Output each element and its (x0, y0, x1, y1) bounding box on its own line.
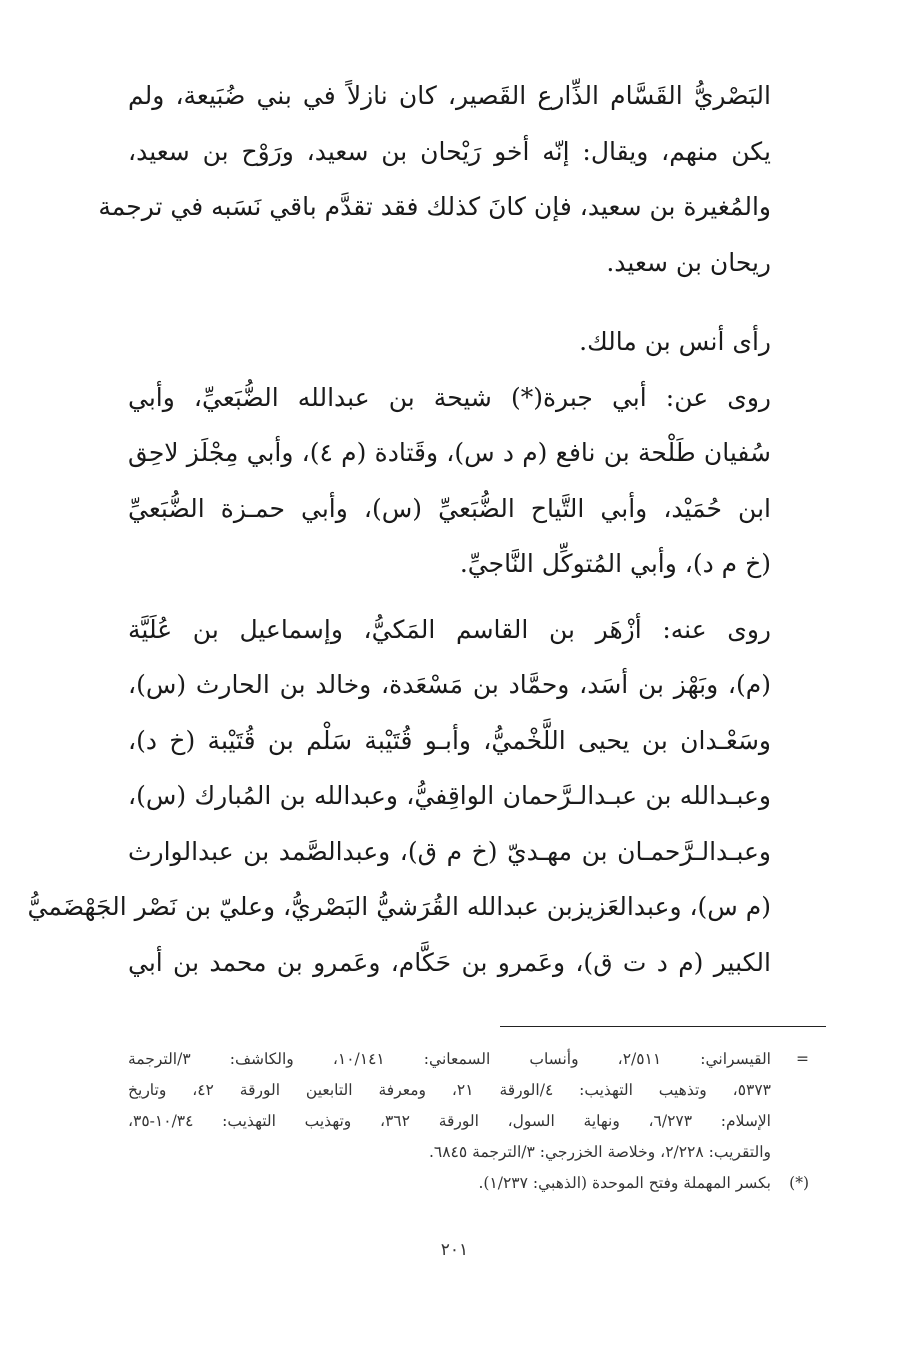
text-line: سُفيان طَلْحة بن نافع (م د س)، وقَتادة (م ٤)، وأبي مِجْلَز لاحِق (128, 438, 772, 467)
footnote-line: ٥٣٧٣، وتذهيب التهذيب: ٤/الورقة ٢١، ومعرفة التابعين الورقة ٤٢، وتاريخ (128, 1081, 771, 1099)
narrated-by-paragraph (27, 602, 771, 991)
narrated-from-paragraph (128, 370, 771, 592)
footnote-line (128, 1168, 809, 1199)
footnote-text: القيسراني: ٢/٥١١، وأنساب السمعاني: ١٠/١٤١، والكاشف: ٣/الترجمة (128, 1050, 771, 1068)
text-line: الكبير (م د ت ق)، وعَمرو بن حَكَّام، وعَمرو بن محمد بن أبي (128, 947, 771, 977)
footnote-line (128, 1044, 809, 1075)
text-line: روى عن: أبي جبرة(*) شيحة بن عبدالله الضُّبَعيِّ، وأبي (128, 382, 771, 412)
text-line: البَصْريُّ القَسَّام الذِّارع القَصير، كان نازلاً في بني ضُبَيعة، ولم (128, 81, 771, 110)
text-line: رأى أنس بن مالك. (579, 327, 771, 356)
text-line: (م)، وبَهْز بن أسَد، وحمَّاد بن مَسْعَدة، وخالد بن الحارث (س)، (128, 670, 771, 699)
continuation-marker: = (796, 1050, 809, 1068)
page-number: ٢٠١ (440, 1240, 469, 1260)
spacer (128, 592, 771, 602)
text-line: والمُغيرة بن سعيد، فإن كانَ كذلك فقد تقدَّم باقي نَسَبه في ترجمة (98, 192, 771, 221)
text-line: وعبـدالله بن عبـدالـرَّحمان الواقِفيُّ، وعبدالله بن المُبارك (س)، (128, 781, 771, 810)
spacer (128, 290, 771, 314)
footnote-line: والتقريب: ٢/٢٢٨، وخلاصة الخزرجي: ٣/الترجمة ٦٨٤٥. (428, 1143, 771, 1161)
note-marker: (*) (789, 1174, 809, 1192)
text-line: (خ م د)، وأبي المُتوكِّل النَّاجيِّ. (459, 549, 771, 578)
text-line: ريحان بن سعيد. (606, 247, 771, 277)
text-line: روى عنه: أزْهَر بن القاسم المَكيُّ، وإسماعيل بن عُلَيَّة (128, 614, 771, 644)
footnote-text: بكسر المهملة وفتح الموحدة (الذهبي: ١/٢٣٧). (478, 1174, 771, 1192)
text-line: يكن منهم، ويقال: إنّه أخو رَيْحان بن سعيد، ورَوْح بن سعيد، (128, 136, 771, 166)
footnote-line: الإسلام: ٦/٢٧٣، ونهاية السول، الورقة ٣٦٢، وتهذيب التهذيب: ١٠/٣٤-٣٥، (128, 1112, 771, 1130)
footnotes (128, 1044, 809, 1199)
biography-paragraph (98, 68, 771, 290)
text-line: (م س)، وعبدالعَزيزبن عبدالله القُرَشيُّ البَصْريُّ، وعليّ بن نَصْر الجَهْضَميُّ (27, 892, 771, 921)
main-text (27, 68, 772, 990)
text-line: وسَعْـدان بن يحيى اللَّخْميُّ، وأبـو قُتَيْبة سَلْم بن قُتَيْبة (خ د)، (128, 725, 771, 755)
saw-paragraph (128, 314, 771, 370)
text-line: ابن حُمَيْد، وأبي التَّياح الضُّبَعيِّ (س)، وأبي حمـزة الضُّبَعيِّ (128, 493, 771, 523)
footnote-separator (500, 1026, 826, 1027)
text-line: وعبـدالـرَّحمـان بن مهـديّ (خ م ق)، وعبدالصَّمد بن عبدالوارث (128, 836, 771, 866)
